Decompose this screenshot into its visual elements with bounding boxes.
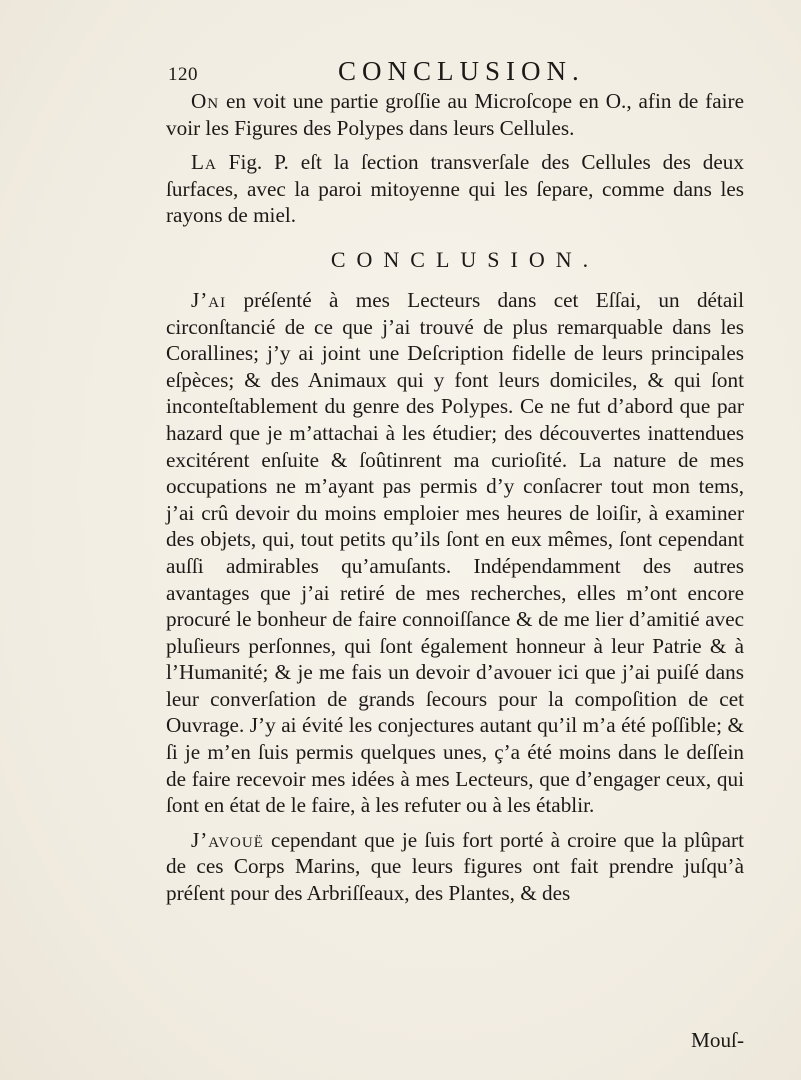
- running-title: CONCLUSION.: [338, 56, 585, 86]
- paragraph-text: en voit une partie groſſie au Microſcope en O., afin de faire voir les Figures des Polypes dans leurs Cellules.: [166, 89, 744, 140]
- paragraph-lead: On: [191, 89, 220, 113]
- paragraph-text: préſenté à mes Lecteurs dans cet Eſſai, un détail circonſtancié de ce que j’ai trouvé de plus remarquable dans les Corallines; j’y ai joint une Deſcription fidelle de leurs principales eſpèces; & des Animaux qui y font leurs domiciles, & qui ſont inconteſtablement du genre des Polypes. Ce ne fut d’abord que par hazard que je m’attachai à les étudier; des découvertes inattendues excitérent enſuite & ſoûtinrent ma curioſité. La nature de mes occupations ne m’ayant pas permis d’y conſacrer tout mon tems, j’ai crû devoir du moins emploier mes heures de loiſir, à examiner des objets, qui, tout petits qu’ils ſont en eux mêmes, ſont cependant auſſi admirables qu’amuſants. Indépendamment des autres avantages que j’ai retiré de mes recherches, elles m’ont encore procuré le bonheur de faire connoiſſance & de me lier d’amitié avec pluſieurs perſonnes, qui ſont également honneur à leur Patrie & à l’Humanité; & je me fais un devoir d’avouer ici que j’ai puiſé dans leur converſation de grands ſecours pour la compoſition de cet Ouvrage. J’y ai évité les conjectures autant qu’il m’a été poſſible; & ſi je m’en ſuis permis quelques unes, ç’a été moins dans le deſſein de faire recevoir mes idées à mes Lecteurs, que d’engager ceux, qui ſont en état de le faire, à les refuter ou à les établir.: [166, 287, 744, 818]
- paragraph-lead: La: [191, 150, 217, 175]
- section-title: CONCLUSION.: [330, 246, 600, 272]
- paragraph-conclusion-1: [166, 287, 744, 819]
- paragraph-text: cependant que je ſuis fort porté à croire que la plûpart de ces Corps Marins, que leurs figures ont fait prendre juſqu’à préſent pour des Arbriſſeaux, des Plantes, & des: [166, 827, 744, 906]
- paragraph-lead: J’ai: [191, 287, 227, 312]
- paragraph-lead: J’avouë: [191, 827, 264, 852]
- paragraph-figure-o: [166, 88, 744, 141]
- paragraph-conclusion-2: [166, 827, 744, 907]
- page-number: 120: [168, 64, 198, 85]
- page-body: [166, 88, 744, 907]
- catchword: Mouſ-: [691, 1028, 744, 1052]
- paragraph-text: Fig. P. eſt la ſection transverſale des Cellules des deux ſurfaces, avec la paroi mitoyenne qui les ſepare, comme dans les rayons de miel.: [166, 150, 744, 228]
- paragraph-figure-p: [166, 149, 744, 229]
